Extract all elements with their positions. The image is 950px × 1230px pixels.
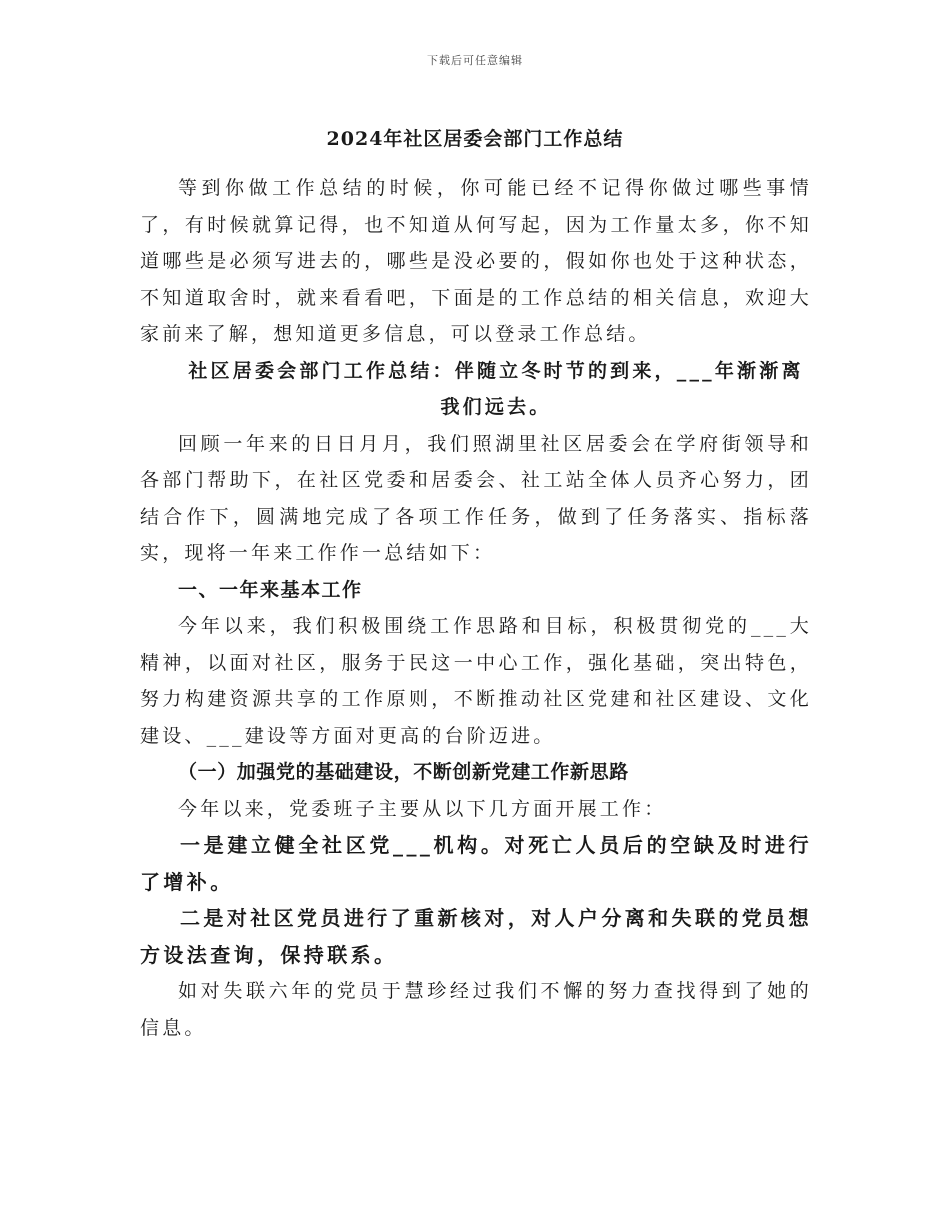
point-two-paragraph: 二是对社区党员进行了重新核对，对人户分离和失联的党员想方设法查询，保持联系。 xyxy=(140,906,812,967)
basic-work-paragraph: 今年以来，我们积极围绕工作思路和目标，积极贯彻党的___大精神，以面对社区，服务于民这一中心工作，强化基础，突出特色，努力构建资源共享的工作原则，不断推动社区党建和社区建设、文化建设、___建设等方面对更高的台阶迈进。 xyxy=(140,615,812,747)
section-subtitle: 社区居委会部门工作总结：伴随立冬时节的到来，___年渐渐离我们远去。 xyxy=(188,359,804,418)
header-note: 下载后可任意编辑 xyxy=(427,54,523,67)
subsection-heading-party-building: （一）加强党的基础建设，不断创新党建工作新思路 xyxy=(178,761,629,783)
section-heading-basic-work: 一、一年来基本工作 xyxy=(178,578,363,601)
point-one-paragraph: 一是建立健全社区党___机构。对死亡人员后的空缺及时进行了增补。 xyxy=(140,833,812,894)
page-title: 2024年社区居委会部门工作总结 xyxy=(326,128,624,150)
intro-paragraph: 等到你做工作总结的时候，你可能已经不记得你做过哪些事情了，有时候就算记得，也不知道从何写起，因为工作量太多，你不知道哪些是必须写进去的，哪些是没必要的，假如你也处于这种状态，不知道取舍时，就来看看吧，下面是的工作总结的相关信息，欢迎大家前来了解，想知道更多信息，可以登录工作总结。 xyxy=(140,177,812,345)
document-body xyxy=(140,170,812,1046)
party-committee-paragraph: 今年以来，党委班子主要从以下几方面开展工作： xyxy=(178,797,667,820)
example-paragraph: 如对失联六年的党员于慧珍经过我们不懈的努力查找得到了她的信息。 xyxy=(140,980,812,1039)
review-paragraph: 回顾一年来的日日月月，我们照湖里社区居委会在学府街领导和各部门帮助下，在社区党委和居委会、社工站全体人员齐心努力，团结合作下，圆满地完成了各项工作任务，做到了任务落实、指标落实，现将一年来工作作一总结如下： xyxy=(140,432,812,564)
